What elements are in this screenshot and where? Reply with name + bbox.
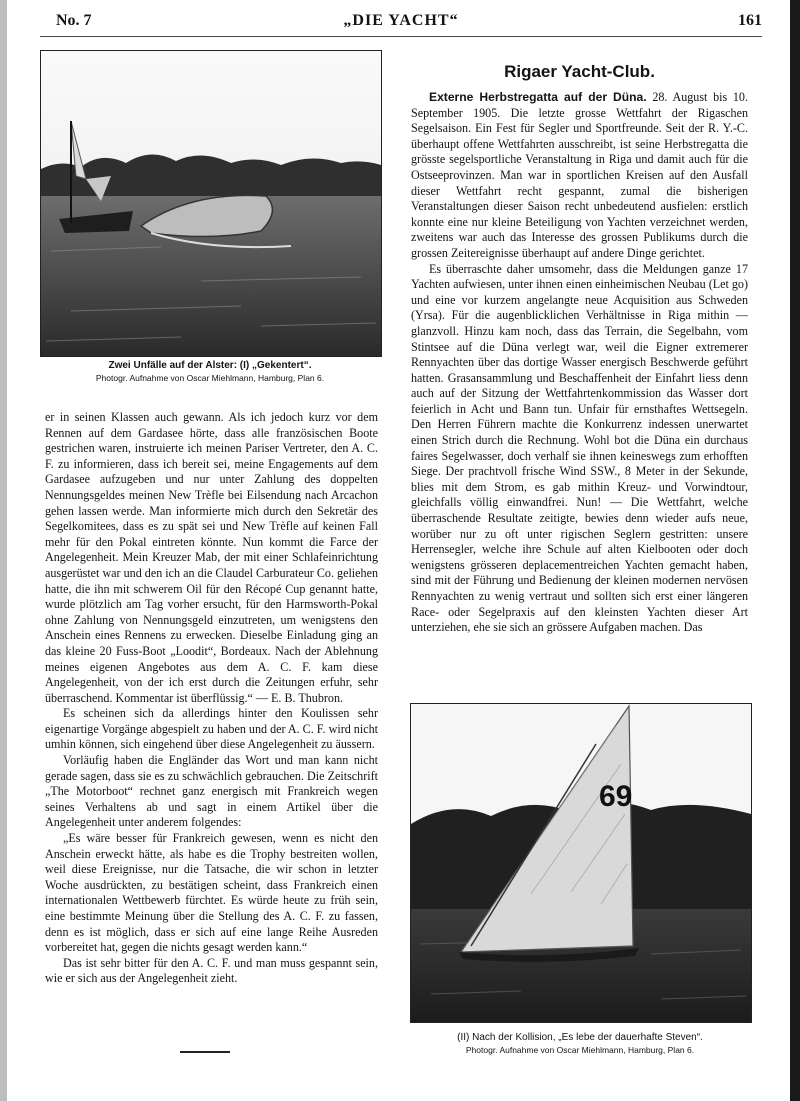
right-paragraph-2: Es überraschte daher umsomehr, dass die Meldungen ganze 17 Yachten aufwiesen, unter ihnen einen einheimischen Neubau (Let go) und eine vor kurzem angelangte neue Acquisition aus Schweden (Yrsa). Für die augenblicklichen Verhältnisse in Riga mithin — glanzvoll. Hinzu kam noch, dass das Terrain, die Segelbahn, vom Stintsee auf die Düna verlegt war, weil die Eigner extremerer Rennyachten über das dortige Wasser energisch Beschwerde geführt hatten. Grasansammlung und Beschaffenheit der Einfahrt liess denn auch auf der Sitzung der Wettfahrtenkommission das Wasser dort feierlich in Acht und Bann tun. Unfair für ernsthaftes Wettsegeln. Den Herren Führern machte die Konkurrenz indessen unerwartet einen Strich durch die Rechnung. Wohl bot die Düna ein durchaus faires Segelwasser, doch verhalf sie ihnen keineswegs zum erhofften Siege. Der prachtvoll frische Wind SSW., 8 Meter in der Sekunde, blies mit dem Strom, es gab mithin Kreuz- und Vorwindtour, gleichfalls völlig einwandfrei. Nun! — Die Wettfahrt, welche überraschende Resultate zeitigte, bewies denn wieder aufs neue, worüber nur zu oft unter rigischen Seglern gestritten: unsere Herrensegler, welche ihre Schule auf alten Kielbooten oder doch wenigstens grösseren deplacementreichen Yachten gemacht haben, sind mit der Führung und Bedienung der kleinen modernen nervösen Rennyachten zu wenig vertraut und sollten sich erst einer längeren Race- oder Segelpraxis auf den kleinsten Yachten dieser Art unterziehen, ehe sie sich an grössere Aufgaben machen. Das <box>411 261 748 635</box>
right-paragraph-1 <box>411 90 748 262</box>
scan-edge-right <box>790 0 800 1101</box>
figure2-caption-block <box>410 1032 750 1055</box>
left-paragraph-1: er in seinen Klassen auch gewann. Als ich jedoch kurz vor dem Rennen auf dem Gardasee hörte, dass alle französischen Boote gestrichen waren, instruierte ich meinen Pariser Vertreter, den A. C. F. zu informieren, dass ich bereit sei, meine Engagements auf dem Gardasee aufzugeben und nur unter Zahlung des doppelten Nennungsgeldes meinen New Trèfle bei Eilsendung nach Arcachon gehen lassen werde. Man informierte mich durch den Sekretär des Segelkomitees, dass es zu spät sei und New Trèfle auf keinen Fall mehr für den Pokal eintreten könnte. Nun kommt die Farce der Angelegenheit. Mein Kreuzer Mab, der mit einer Schlafeinrichtung ausgerüstet war und den ich an die Claudel Carburateur Co. geliehen hatte, die ihn mit schwerem Oil für den Récopé Cup genannt hatte, wurde plötzlich am Tag vorher ersucht, für den Harmsworth-Pokal ohne Zahlung von Nennungsgeld einzutreten, um wenigstens den Anschein eines Rennens zu erwecken. Dieselbe Einladung ging an das kleine 20 Fuss-Boot „Loodit“, Bordeaux. Nach der Ablehnung meines eigenen Angebotes aus dem A. C. F. kam diese Angelegenheit, von der ich erst durch die Zeitungen erfuhr, sehr überraschend. Kommentar ist überflüssig.“ — E. B. Thubron. <box>45 410 378 705</box>
capsized-boat-illustration <box>41 51 381 356</box>
right-column-text <box>411 90 748 636</box>
left-paragraph-4: „Es wäre besser für Frankreich gewesen, wenn es nicht den Anschein erweckt hätte, als habe es die Trophy bestreiten wollen, weil diese Ereignisse, nur die Tatsache, die wir schon in letzter Woche ausdrückten, zu bestätigen scheint, dass Frankreich einen internationalen Wettbewerb fürchtet. Es würde heute zu früh sein, eine bestimmte Meinung über die Stellung des A. C. F. zu fassen, denn es ist möglich, dass er sich auf eine lange Reihe Ausreden vorbereitet hat, gegen die nichts gesagt werden kann.“ <box>45 831 378 955</box>
sailboat-69-illustration <box>411 704 751 1022</box>
header-rule <box>40 36 762 37</box>
figure1-caption: Zwei Unfälle auf der Alster: (I) „Gekentert“. <box>108 360 312 371</box>
right-paragraph-1-text: 28. August bis 10. September 1905. Die letzte grosse Wettfahrt der Rigaschen Segelsaison. Ein Fest für Segler und Sportfreunde. Seit der R. Y.-C. überhaupt offene Wettfahrten ausschreibt, ist seine Herbstregatta die grösste segelsportliche Veranstaltung in Riga und damit auch für die Ostseeprovinzen. Man war in sportlichen Kreisen auf den Ausfall dieser Wettfahrt recht gespannt, zumal die bisherigen Veranstaltungen dieser Saison recht unbedeutend ausfielen: erstlich konnte eine nur kleine Beteiligung von Yachten verzeichnet werden, zweitens war auch das Interesse des grossen Publikums durch die grossen Zeitereignisse überhaupt auf andere Dinge gerichtet. <box>411 90 748 260</box>
issue-number: No. 7 <box>56 12 92 29</box>
left-paragraph-5: Das ist sehr bitter für den A. C. F. und man muss gespannt sein, wie er sich aus der Angelegenheit zieht. <box>45 955 378 986</box>
scan-edge-left <box>0 0 7 1101</box>
figure1-caption-block <box>40 360 380 383</box>
figure1-credit: Photogr. Aufnahme von Oscar Miehlmann, Hamburg, Plan 6. <box>95 373 325 383</box>
sail-number: 69 <box>599 780 633 813</box>
page-header <box>40 12 762 34</box>
magazine-title: „DIE YACHT“ <box>343 12 459 29</box>
left-paragraph-3: Vorläufig haben die Engländer das Wort und man kann nicht gerade sagen, dass sie es zu schwächlich gebrauchen. Die Zeitschrift „The Motorboot“ rechnet ganz energisch mit Frankreich wegen seines Verhaltens ab und sagt in einem Artikel über die Angelegenheit unter anderem folgendes: <box>45 753 378 830</box>
article-end-rule <box>180 1051 230 1053</box>
photo-sail-69 <box>410 703 752 1023</box>
figure2-caption: (II) Nach der Kollision, „Es lebe der dauerhafte Steven“. <box>457 1032 703 1043</box>
figure2-credit: Photogr. Aufnahme von Oscar Miehlmann, Hamburg, Plan 6. <box>465 1045 695 1055</box>
regatta-subhead: Externe Herbstregatta auf der Düna. <box>429 90 647 104</box>
section-title: Rigaer Yacht-Club. <box>504 62 655 81</box>
photo-capsized-boat <box>40 50 382 357</box>
left-column-text <box>45 410 378 987</box>
page-number: 161 <box>738 12 762 29</box>
left-paragraph-2: Es scheinen sich da allerdings hinter den Koulissen sehr eigenartige Vorgänge abgespielt zu haben und der A. C. F. wird nicht umhin können, sich eingehend über diese Angelegenheit zu äussern. <box>45 706 378 752</box>
